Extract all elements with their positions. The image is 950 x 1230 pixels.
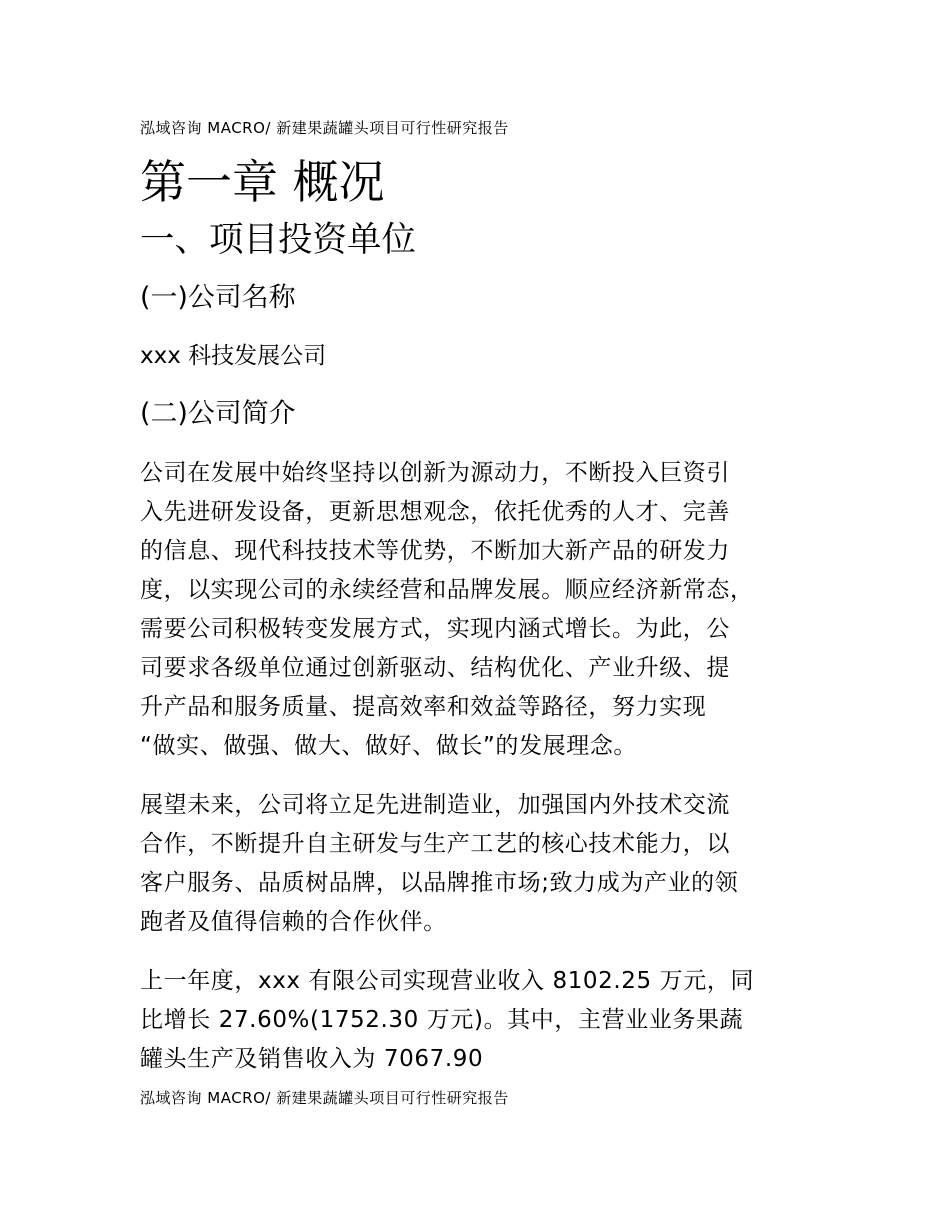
page-footer: 泓域咨询 MACRO/ 新建果蔬罐头项目可行性研究报告 — [140, 1089, 509, 1107]
text-line: 上一年度，xxx 有限公司实现营业收入 8102.25 万元，同 — [140, 968, 755, 994]
text-line: 度，以实现公司的永续经营和品牌发展。顺应经济新常态， — [140, 577, 754, 603]
section-title: 一、项目投资单位 — [140, 220, 416, 260]
paragraph-company-intro — [140, 454, 830, 766]
text-line: 公司在发展中始终坚持以创新为源动力，不断投入巨资引 — [140, 460, 730, 486]
paragraph-outlook — [140, 786, 830, 942]
text-line: 的信息、现代科技技术等优势，不断加大新产品的研发力 — [140, 538, 730, 564]
text-line: 客户服务、品质树品牌，以品牌推市场;致力成为产业的领 — [140, 870, 739, 896]
subsection-company-intro: (二)公司简介 — [140, 398, 296, 429]
chapter-title: 第一章 概况 — [140, 155, 385, 209]
paragraph-revenue — [140, 962, 830, 1079]
text-line: 跑者及值得信赖的合作伙伴。 — [140, 909, 447, 935]
text-line: “做实、做强、做大、做好、做长”的发展理念。 — [140, 733, 638, 759]
text-line: 需要公司积极转变发展方式，实现内涵式增长。为此，公 — [140, 616, 730, 642]
text-line: 展望未来，公司将立足先进制造业，加强国内外技术交流 — [140, 792, 730, 818]
text-line: 入先进研发设备，更新思想观念，依托优秀的人才、完善 — [140, 499, 730, 525]
page-header: 泓域咨询 MACRO/ 新建果蔬罐头项目可行性研究报告 — [140, 119, 509, 137]
text-line: 比增长 27.60%(1752.30 万元)。其中，主营业业务果蔬 — [140, 1007, 744, 1033]
text-line: 升产品和服务质量、提高效率和效益等路径，努力实现 — [140, 694, 707, 720]
text-line: 合作，不断提升自主研发与生产工艺的核心技术能力，以 — [140, 831, 730, 857]
text-line: 罐头生产及销售收入为 7067.90 — [140, 1046, 484, 1072]
company-name: xxx 科技发展公司 — [140, 343, 327, 369]
text-line: 司要求各级单位通过创新驱动、结构优化、产业升级、提 — [140, 655, 730, 681]
document-body — [140, 155, 830, 1099]
subsection-company-name: (一)公司名称 — [140, 282, 296, 313]
